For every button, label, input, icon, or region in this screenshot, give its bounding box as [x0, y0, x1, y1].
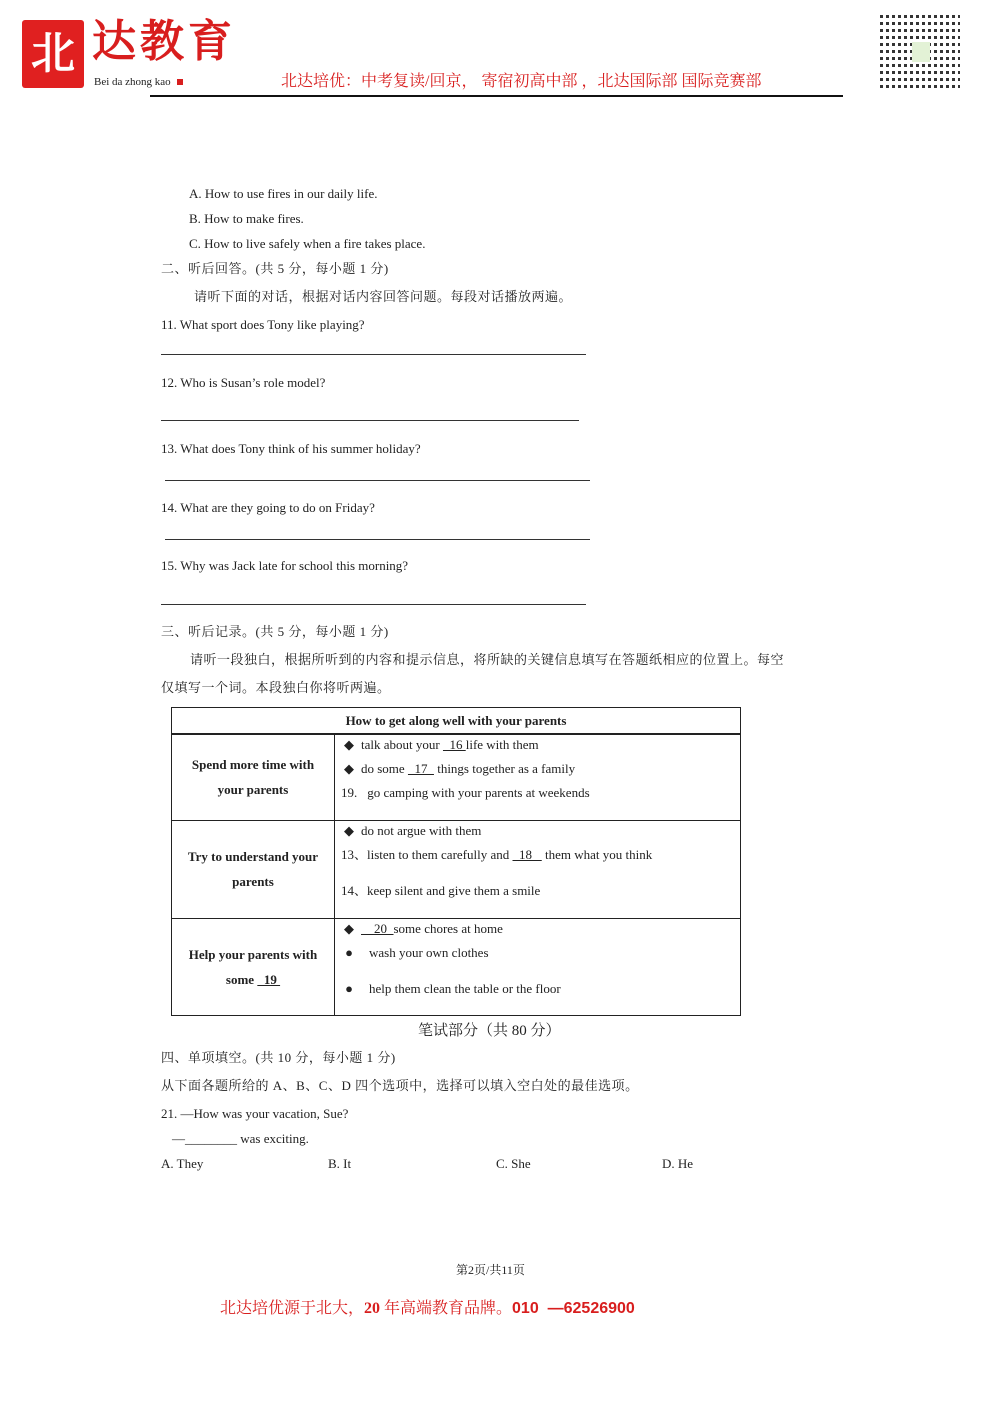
choice-c: C. She — [496, 1156, 531, 1171]
section3-instruction-2: 仅填写一个词。本段独白你将听两遍。 — [161, 680, 391, 695]
logo-subtitle-text: Bei da zhong kao — [94, 76, 171, 88]
list-item: ● wash your own clothes — [345, 944, 489, 960]
row-heading: Try to understand your parents — [172, 820, 335, 918]
blank-19: 19 — [257, 971, 281, 987]
list-item: 19. go camping with your parents at weekends — [341, 785, 590, 800]
table-row — [172, 734, 741, 820]
qr-code-icon — [880, 12, 960, 92]
option-c: C. How to live safely when a fire takes place. — [189, 236, 426, 251]
list-item: ◆ talk about your 16 life with them — [344, 737, 539, 752]
row-heading: Spend more time with your parents — [172, 734, 335, 820]
list-item: ◆ 20 some chores at home — [344, 920, 503, 936]
answer-line-15 — [161, 604, 586, 605]
question-21: 21. —How was your vacation, Sue? — [161, 1106, 349, 1121]
header-slogan: 北达培优：中考复读/回京， 寄宿初高中部 ，北达国际部 国际竞赛部 — [281, 73, 762, 90]
blank-16: 16 — [442, 737, 466, 752]
choice-d: D. He — [662, 1156, 694, 1171]
table-title: How to get along well with your parents — [172, 708, 741, 735]
section2-instruction: 请听下面的对话，根据对话内容回答问题。每段对话播放两遍。 — [194, 289, 573, 304]
question-13: 13. What does Tony think of his summer holiday? — [161, 441, 421, 456]
question-14: 14. What are they going to do on Friday? — [161, 500, 375, 515]
list-item: 14、keep silent and give them a smile — [341, 882, 541, 898]
question-15: 15. Why was Jack late for school this morning? — [161, 558, 409, 573]
choice-a: A. They — [161, 1156, 204, 1171]
question-11: 11. What sport does Tony like playing? — [161, 317, 365, 332]
blank-17: 17 — [407, 761, 434, 776]
choice-b: B. It — [328, 1156, 352, 1171]
row-items — [335, 734, 741, 820]
table-row — [172, 918, 741, 1015]
option-b: B. How to make fires. — [189, 211, 304, 226]
notes-table — [171, 707, 741, 1016]
question-12: 12. Who is Susan’s role model? — [161, 375, 326, 390]
option-a: A. How to use fires in our daily life. — [189, 186, 378, 201]
logo-char: 北 — [31, 28, 75, 79]
answer-line-13 — [165, 480, 590, 481]
footer-slogan: 北达培优源于北大，20 年高端教育品牌。010 —62526900 — [220, 1300, 635, 1317]
answer-line-14 — [165, 539, 590, 540]
list-item: ● help them clean the table or the floor — [345, 980, 561, 996]
header-divider — [150, 95, 843, 97]
page-number: 第2页/共11页 — [456, 1263, 525, 1277]
blank-18: 18 — [512, 846, 542, 862]
table-row — [172, 820, 741, 918]
row-heading: Help your parents with some 19 — [172, 918, 335, 1015]
list-item: ◆ do not argue with them — [344, 822, 482, 838]
logo-mark — [22, 20, 84, 88]
written-section-title: 笔试部分（共 80 分） — [418, 1023, 561, 1039]
logo-text: 达教育 — [92, 16, 236, 67]
section4-title: 四、单项填空。(共 10 分，每小题 1 分) — [161, 1050, 396, 1065]
row-items — [335, 820, 741, 918]
answer-line-12 — [161, 420, 579, 421]
answer-line-11 — [161, 354, 586, 355]
list-item: 13、listen to them carefully and 18 them what you think — [341, 846, 653, 862]
section3-instruction-1: 请听一段独白，根据所听到的内容和提示信息，将所缺的关键信息填写在答题纸相应的位置上。每空 — [190, 652, 785, 667]
section2-title: 二、听后回答。(共 5 分，每小题 1 分) — [161, 261, 389, 276]
logo-subtitle — [94, 76, 183, 89]
row-items — [335, 918, 741, 1015]
blank-20: 20 — [361, 920, 394, 936]
section4-instruction: 从下面各题所给的 A、B、C、D 四个选项中，选择可以填入空白处的最佳选项。 — [161, 1078, 639, 1093]
question-21-reply: —________ was exciting. — [172, 1131, 309, 1146]
section3-title: 三、听后记录。(共 5 分，每小题 1 分) — [161, 624, 389, 639]
logo-dot-icon — [177, 79, 183, 85]
list-item: ◆ do some 17 things together as a family — [344, 761, 576, 776]
